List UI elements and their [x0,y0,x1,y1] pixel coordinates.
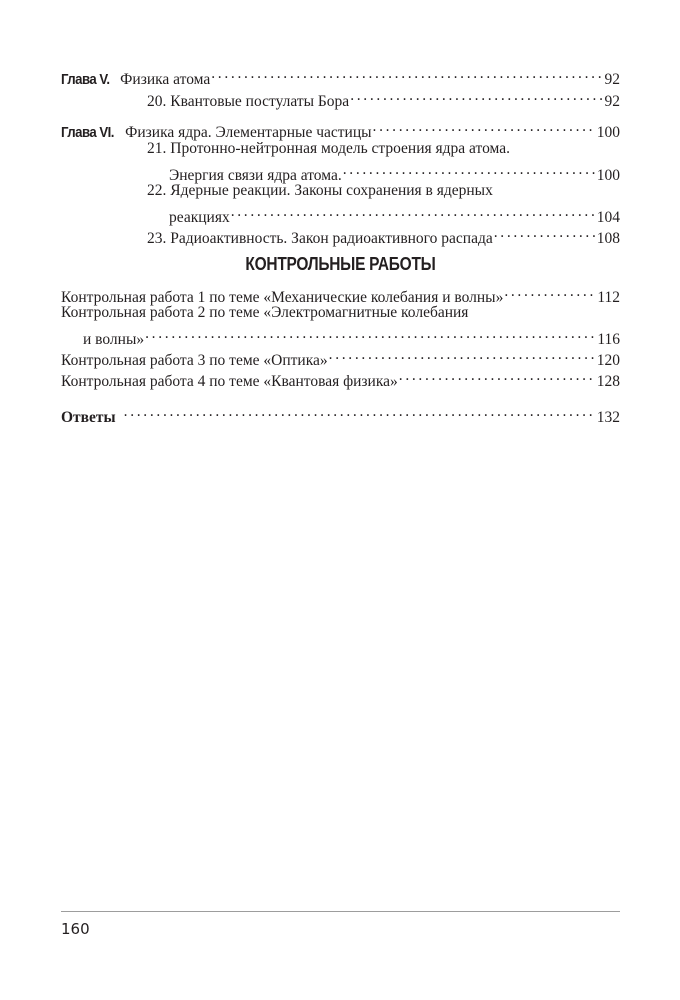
dot-leader [494,223,596,243]
toc-test-2-line2[interactable] [83,324,620,348]
toc-chapter-5[interactable] [61,64,620,88]
toc-test-4[interactable] [61,366,620,390]
chapter-title: Физика ядра. Элементарные частицы [125,124,372,141]
item-title: Контрольная работа 4 по теме «Квантовая физика» [61,373,398,390]
page-number: 92 [604,93,620,110]
toc-test-1[interactable] [61,282,620,306]
item-title-cont: реакциях [169,209,230,226]
item-title-cont: Энергия связи ядра атома. [169,167,342,184]
toc-test-3[interactable] [61,345,620,369]
item-title: Контрольная работа 1 по теме «Механические колебания и волны» [61,289,504,306]
item-title: 20. Квантовые постулаты Бора [147,93,350,110]
toc-item-22-line1[interactable] [147,181,620,201]
page-number: 120 [596,352,620,369]
toc-item-20[interactable] [147,86,620,110]
section-title: КОНТРОЛЬНЫЕ РАБОТЫ [245,254,436,274]
item-title-cont: и волны» [83,331,145,348]
item-title: 22. Ядерные реакции. Законы сохранения в ядерных [147,182,493,199]
dot-leader [231,202,596,222]
page-number: 132 [596,409,620,426]
dot-leader [145,324,596,344]
item-title: 21. Протонно-нейтронная модель строения ядра атома. [147,140,511,157]
dot-leader [329,345,596,365]
item-title: Контрольная работа 2 по теме «Электромагнитные колебания [61,304,469,321]
toc-item-22-line2[interactable] [169,202,620,226]
footer-page-number: 160 [61,920,90,938]
page-number: 104 [596,209,620,226]
toc-chapter-6[interactable] [61,117,620,141]
page-number: 100 [596,167,620,184]
toc-item-23[interactable] [147,223,620,247]
page-number: 116 [597,331,620,348]
page-number: 100 [596,124,620,141]
dot-leader [124,402,596,422]
dot-leader [343,160,596,180]
answers-label: Ответы [61,409,116,426]
dot-leader [399,366,596,386]
chapter-label: Глава VI. [61,124,114,141]
page-number: 128 [596,373,620,390]
page-number: 92 [604,71,620,88]
dot-leader [211,64,603,84]
toc-answers[interactable] [61,402,620,426]
toc-item-21-line1[interactable] [147,139,620,159]
item-title: Контрольная работа 3 по теме «Оптика» [61,352,328,369]
toc-item-21-line2[interactable] [169,160,620,184]
chapter-label: Глава V. [61,71,110,88]
page-number: 112 [597,289,620,306]
toc-test-2-line1[interactable] [61,303,620,323]
dot-leader [350,86,603,106]
dot-leader [373,117,596,137]
page-number: 108 [596,230,620,247]
chapter-title: Физика атома [120,71,211,88]
dot-leader [504,282,596,302]
footer-divider [61,911,620,912]
item-title: 23. Радиоактивность. Закон радиоактивного распада [147,230,493,247]
